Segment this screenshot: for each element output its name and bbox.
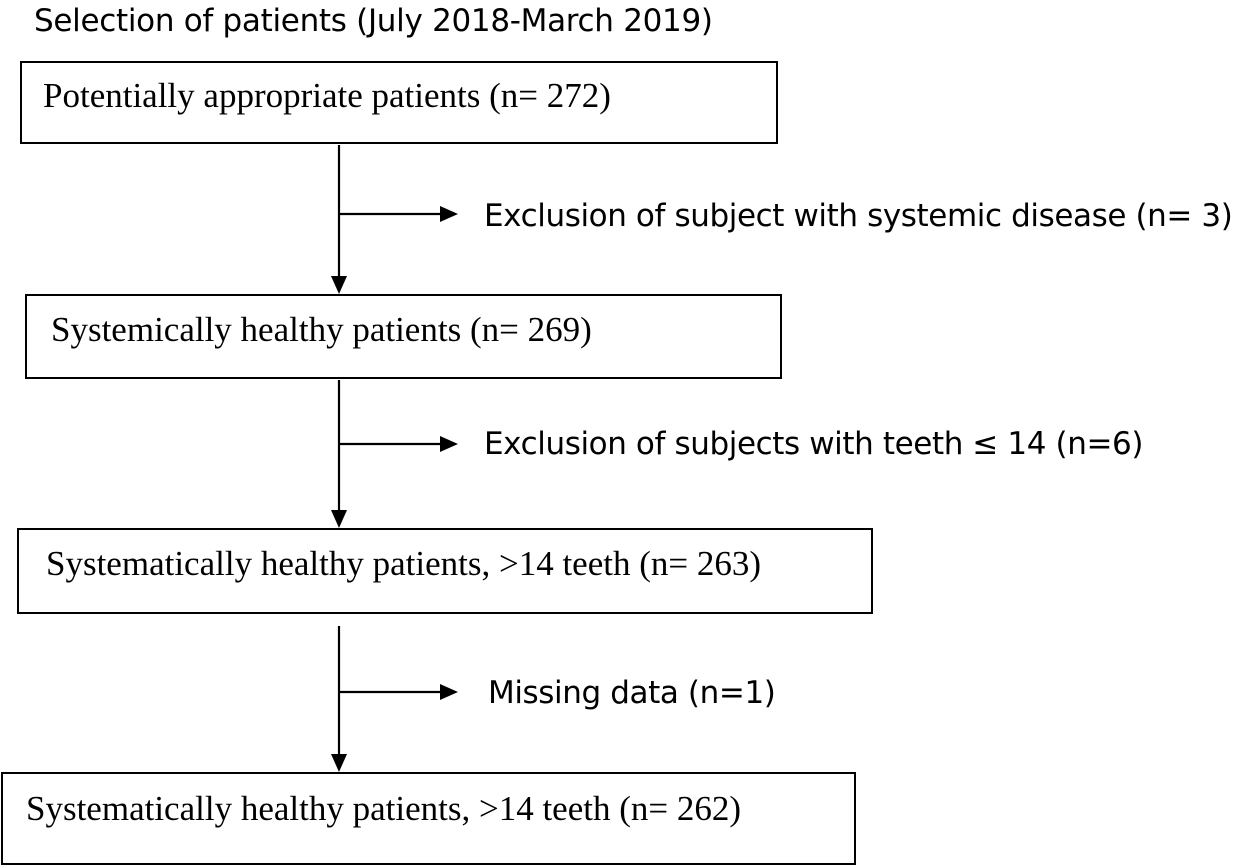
flow-box-label: Potentially appropriate patients (n= 272) — [43, 75, 611, 115]
side-arrow-1 — [339, 206, 458, 222]
flow-box-label: Systematically healthy patients, >14 teeth (n= 262) — [26, 788, 742, 828]
down-arrow-1 — [331, 145, 347, 294]
flow-box-potentially-appropriate — [20, 61, 778, 144]
flow-box-healthy-over-14-teeth — [17, 528, 873, 614]
down-arrow-3 — [331, 626, 347, 772]
diagram-title: Selection of patients (July 2018-March 2019) — [34, 3, 713, 39]
exclusion-teeth-count: Exclusion of subjects with teeth ≤ 14 (n=6) — [484, 426, 1144, 462]
flow-box-final-sample — [1, 772, 856, 865]
exclusion-missing-data: Missing data (n=1) — [488, 675, 776, 711]
side-arrow-2 — [339, 436, 458, 452]
exclusion-systemic-disease: Exclusion of subject with systemic disease (n= 3) — [484, 198, 1233, 234]
flow-box-systemically-healthy — [25, 294, 782, 379]
flow-box-label: Systematically healthy patients, >14 teeth (n= 263) — [46, 544, 762, 583]
side-arrow-3 — [339, 684, 458, 700]
down-arrow-2 — [331, 380, 347, 528]
flow-box-label: Systemically healthy patients (n= 269) — [51, 309, 592, 349]
